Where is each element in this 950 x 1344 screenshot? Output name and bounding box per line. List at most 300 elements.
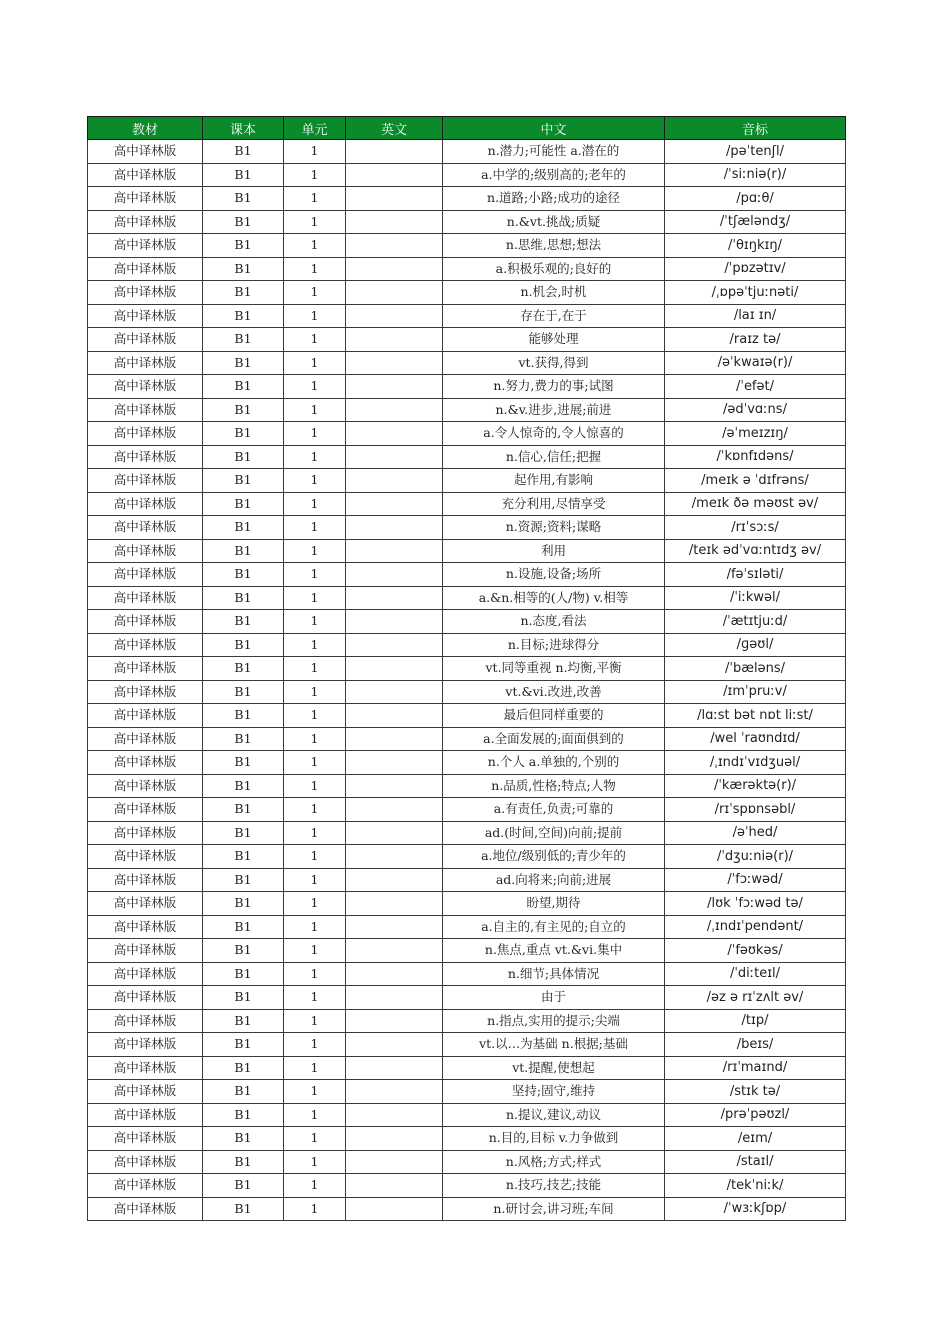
cell-unit: 1 bbox=[284, 281, 346, 305]
cell-phonetic: /ˈwɜːkʃɒp/ bbox=[665, 1197, 846, 1221]
cell-phonetic: /ˈkɒnfɪdəns/ bbox=[665, 445, 846, 469]
cell-phonetic: /tekˈniːk/ bbox=[665, 1174, 846, 1198]
cell-book: B1 bbox=[203, 845, 284, 869]
cell-phonetic: /əˈmeɪzɪŋ/ bbox=[665, 422, 846, 446]
cell-english bbox=[346, 1080, 443, 1104]
cell-textbook: 高中译林版 bbox=[88, 986, 203, 1010]
cell-textbook: 高中译林版 bbox=[88, 1197, 203, 1221]
cell-phonetic: /ˈsiːniə(r)/ bbox=[665, 163, 846, 187]
cell-textbook: 高中译林版 bbox=[88, 821, 203, 845]
cell-english bbox=[346, 1150, 443, 1174]
table-row bbox=[88, 962, 846, 986]
cell-phonetic: /ɡəʊl/ bbox=[665, 633, 846, 657]
cell-english bbox=[346, 1127, 443, 1151]
cell-unit: 1 bbox=[284, 140, 346, 164]
cell-book: B1 bbox=[203, 939, 284, 963]
cell-book: B1 bbox=[203, 1150, 284, 1174]
cell-textbook: 高中译林版 bbox=[88, 680, 203, 704]
cell-english bbox=[346, 1056, 443, 1080]
cell-phonetic: /ˈætɪtjuːd/ bbox=[665, 610, 846, 634]
cell-english bbox=[346, 798, 443, 822]
cell-book: B1 bbox=[203, 586, 284, 610]
cell-phonetic: /fəˈsɪləti/ bbox=[665, 563, 846, 587]
table-row bbox=[88, 939, 846, 963]
cell-unit: 1 bbox=[284, 422, 346, 446]
cell-chinese: n.&v.进步,进展;前进 bbox=[443, 398, 665, 422]
table-row bbox=[88, 821, 846, 845]
cell-book: B1 bbox=[203, 516, 284, 540]
cell-book: B1 bbox=[203, 328, 284, 352]
cell-book: B1 bbox=[203, 210, 284, 234]
cell-phonetic: /ˈbæləns/ bbox=[665, 657, 846, 681]
cell-book: B1 bbox=[203, 751, 284, 775]
table-row bbox=[88, 798, 846, 822]
cell-book: B1 bbox=[203, 422, 284, 446]
cell-book: B1 bbox=[203, 398, 284, 422]
cell-book: B1 bbox=[203, 892, 284, 916]
cell-book: B1 bbox=[203, 234, 284, 258]
cell-unit: 1 bbox=[284, 351, 346, 375]
table-row bbox=[88, 516, 846, 540]
cell-unit: 1 bbox=[284, 304, 346, 328]
cell-book: B1 bbox=[203, 163, 284, 187]
cell-textbook: 高中译林版 bbox=[88, 939, 203, 963]
cell-english bbox=[346, 398, 443, 422]
cell-book: B1 bbox=[203, 281, 284, 305]
cell-chinese: vt.以…为基础 n.根据;基础 bbox=[443, 1033, 665, 1057]
cell-chinese: vt.提醒,使想起 bbox=[443, 1056, 665, 1080]
cell-book: B1 bbox=[203, 445, 284, 469]
cell-phonetic: /wel ˈraʊndɪd/ bbox=[665, 727, 846, 751]
cell-book: B1 bbox=[203, 1103, 284, 1127]
cell-unit: 1 bbox=[284, 1174, 346, 1198]
table-row bbox=[88, 1080, 846, 1104]
cell-textbook: 高中译林版 bbox=[88, 375, 203, 399]
cell-chinese: 坚持;固守,维持 bbox=[443, 1080, 665, 1104]
cell-english bbox=[346, 445, 443, 469]
table-row bbox=[88, 1033, 846, 1057]
cell-chinese: n.个人 a.单独的,个别的 bbox=[443, 751, 665, 775]
table-row bbox=[88, 751, 846, 775]
cell-phonetic: /ˌɪndɪˈpendənt/ bbox=[665, 915, 846, 939]
cell-chinese: 利用 bbox=[443, 539, 665, 563]
cell-english bbox=[346, 1197, 443, 1221]
cell-textbook: 高中译林版 bbox=[88, 774, 203, 798]
header-unit: 单元 bbox=[284, 117, 346, 140]
cell-phonetic: /beɪs/ bbox=[665, 1033, 846, 1057]
table-row bbox=[88, 304, 846, 328]
cell-book: B1 bbox=[203, 1056, 284, 1080]
cell-chinese: n.指点,实用的提示;尖端 bbox=[443, 1009, 665, 1033]
cell-english bbox=[346, 1033, 443, 1057]
cell-unit: 1 bbox=[284, 492, 346, 516]
cell-chinese: 最后但同样重要的 bbox=[443, 704, 665, 728]
cell-textbook: 高中译林版 bbox=[88, 892, 203, 916]
cell-english bbox=[346, 939, 443, 963]
header-row bbox=[88, 117, 846, 140]
cell-phonetic: /əˈhed/ bbox=[665, 821, 846, 845]
cell-english bbox=[346, 140, 443, 164]
cell-textbook: 高中译林版 bbox=[88, 469, 203, 493]
cell-textbook: 高中译林版 bbox=[88, 210, 203, 234]
cell-unit: 1 bbox=[284, 774, 346, 798]
table-row bbox=[88, 704, 846, 728]
table-row bbox=[88, 281, 846, 305]
cell-english bbox=[346, 1103, 443, 1127]
cell-textbook: 高中译林版 bbox=[88, 727, 203, 751]
table-row bbox=[88, 257, 846, 281]
cell-textbook: 高中译林版 bbox=[88, 492, 203, 516]
cell-textbook: 高中译林版 bbox=[88, 915, 203, 939]
cell-book: B1 bbox=[203, 375, 284, 399]
cell-book: B1 bbox=[203, 469, 284, 493]
cell-chinese: 存在于,在于 bbox=[443, 304, 665, 328]
cell-chinese: n.细节;具体情况 bbox=[443, 962, 665, 986]
table-row bbox=[88, 680, 846, 704]
table-row bbox=[88, 469, 846, 493]
cell-book: B1 bbox=[203, 1009, 284, 1033]
cell-textbook: 高中译林版 bbox=[88, 422, 203, 446]
cell-chinese: n.目标;进球得分 bbox=[443, 633, 665, 657]
table-row bbox=[88, 1197, 846, 1221]
cell-phonetic: /ˈiːkwəl/ bbox=[665, 586, 846, 610]
cell-unit: 1 bbox=[284, 704, 346, 728]
cell-phonetic: /tɪp/ bbox=[665, 1009, 846, 1033]
table-row bbox=[88, 234, 846, 258]
cell-unit: 1 bbox=[284, 657, 346, 681]
cell-phonetic: /rɪˈsɔːs/ bbox=[665, 516, 846, 540]
cell-phonetic: /meɪk ðə məʊst əv/ bbox=[665, 492, 846, 516]
cell-phonetic: /əˈkwaɪə(r)/ bbox=[665, 351, 846, 375]
cell-english bbox=[346, 210, 443, 234]
cell-phonetic: /ˈdʒuːniə(r)/ bbox=[665, 845, 846, 869]
cell-unit: 1 bbox=[284, 187, 346, 211]
cell-english bbox=[346, 727, 443, 751]
cell-book: B1 bbox=[203, 657, 284, 681]
cell-phonetic: /rɪˈmaɪnd/ bbox=[665, 1056, 846, 1080]
cell-unit: 1 bbox=[284, 539, 346, 563]
table-row bbox=[88, 915, 846, 939]
table-row bbox=[88, 1127, 846, 1151]
cell-phonetic: /ˈθɪŋkɪŋ/ bbox=[665, 234, 846, 258]
cell-chinese: n.提议,建议,动议 bbox=[443, 1103, 665, 1127]
cell-unit: 1 bbox=[284, 516, 346, 540]
cell-english bbox=[346, 586, 443, 610]
cell-textbook: 高中译林版 bbox=[88, 1080, 203, 1104]
cell-english bbox=[346, 257, 443, 281]
cell-chinese: a.&n.相等的(人/物) v.相等 bbox=[443, 586, 665, 610]
cell-textbook: 高中译林版 bbox=[88, 868, 203, 892]
cell-english bbox=[346, 469, 443, 493]
cell-english bbox=[346, 704, 443, 728]
cell-english bbox=[346, 845, 443, 869]
cell-chinese: n.信心,信任;把握 bbox=[443, 445, 665, 469]
cell-unit: 1 bbox=[284, 469, 346, 493]
cell-book: B1 bbox=[203, 351, 284, 375]
cell-chinese: vt.同等重视 n.均衡,平衡 bbox=[443, 657, 665, 681]
table-row bbox=[88, 445, 846, 469]
cell-textbook: 高中译林版 bbox=[88, 257, 203, 281]
cell-textbook: 高中译林版 bbox=[88, 751, 203, 775]
cell-chinese: n.风格;方式;样式 bbox=[443, 1150, 665, 1174]
cell-textbook: 高中译林版 bbox=[88, 351, 203, 375]
cell-chinese: n.品质,性格;特点;人物 bbox=[443, 774, 665, 798]
table-row bbox=[88, 539, 846, 563]
cell-chinese: a.令人惊奇的,令人惊喜的 bbox=[443, 422, 665, 446]
cell-phonetic: /stɪk tə/ bbox=[665, 1080, 846, 1104]
cell-english bbox=[346, 821, 443, 845]
cell-book: B1 bbox=[203, 868, 284, 892]
cell-book: B1 bbox=[203, 1033, 284, 1057]
cell-unit: 1 bbox=[284, 210, 346, 234]
cell-textbook: 高中译林版 bbox=[88, 1174, 203, 1198]
cell-book: B1 bbox=[203, 1197, 284, 1221]
cell-book: B1 bbox=[203, 1174, 284, 1198]
cell-textbook: 高中译林版 bbox=[88, 1103, 203, 1127]
cell-unit: 1 bbox=[284, 1080, 346, 1104]
cell-unit: 1 bbox=[284, 610, 346, 634]
cell-book: B1 bbox=[203, 610, 284, 634]
cell-book: B1 bbox=[203, 798, 284, 822]
table-row bbox=[88, 210, 846, 234]
cell-textbook: 高中译林版 bbox=[88, 281, 203, 305]
cell-chinese: n.技巧,技艺;技能 bbox=[443, 1174, 665, 1198]
cell-book: B1 bbox=[203, 563, 284, 587]
cell-unit: 1 bbox=[284, 586, 346, 610]
cell-book: B1 bbox=[203, 140, 284, 164]
cell-english bbox=[346, 351, 443, 375]
cell-textbook: 高中译林版 bbox=[88, 163, 203, 187]
cell-chinese: 能够处理 bbox=[443, 328, 665, 352]
cell-english bbox=[346, 1009, 443, 1033]
cell-phonetic: /ˌɪndɪˈvɪdʒuəl/ bbox=[665, 751, 846, 775]
cell-unit: 1 bbox=[284, 727, 346, 751]
cell-phonetic: /ˈfəʊkəs/ bbox=[665, 939, 846, 963]
table-row bbox=[88, 398, 846, 422]
cell-unit: 1 bbox=[284, 986, 346, 1010]
cell-book: B1 bbox=[203, 821, 284, 845]
cell-phonetic: /ˈfɔːwəd/ bbox=[665, 868, 846, 892]
table-row bbox=[88, 657, 846, 681]
table-row bbox=[88, 868, 846, 892]
cell-book: B1 bbox=[203, 962, 284, 986]
table-row bbox=[88, 774, 846, 798]
cell-textbook: 高中译林版 bbox=[88, 657, 203, 681]
cell-unit: 1 bbox=[284, 1056, 346, 1080]
cell-chinese: a.积极乐观的;良好的 bbox=[443, 257, 665, 281]
cell-textbook: 高中译林版 bbox=[88, 445, 203, 469]
cell-english bbox=[346, 563, 443, 587]
cell-unit: 1 bbox=[284, 445, 346, 469]
table-row bbox=[88, 187, 846, 211]
cell-phonetic: /pəˈtenʃl/ bbox=[665, 140, 846, 164]
table-row bbox=[88, 375, 846, 399]
cell-phonetic: /raɪz tə/ bbox=[665, 328, 846, 352]
cell-chinese: ad.向将来;向前;进展 bbox=[443, 868, 665, 892]
cell-unit: 1 bbox=[284, 328, 346, 352]
cell-english bbox=[346, 304, 443, 328]
cell-chinese: n.研讨会,讲习班;车间 bbox=[443, 1197, 665, 1221]
table-row bbox=[88, 1009, 846, 1033]
cell-chinese: vt.&vi.改进,改善 bbox=[443, 680, 665, 704]
cell-unit: 1 bbox=[284, 257, 346, 281]
header-chinese: 中文 bbox=[443, 117, 665, 140]
cell-phonetic: /əz ə rɪˈzʌlt əv/ bbox=[665, 986, 846, 1010]
cell-chinese: n.机会,时机 bbox=[443, 281, 665, 305]
cell-phonetic: /ˈtʃæləndʒ/ bbox=[665, 210, 846, 234]
cell-chinese: ad.(时间,空间)向前;提前 bbox=[443, 821, 665, 845]
cell-phonetic: /laɪ ɪn/ bbox=[665, 304, 846, 328]
cell-book: B1 bbox=[203, 774, 284, 798]
cell-book: B1 bbox=[203, 1080, 284, 1104]
cell-unit: 1 bbox=[284, 375, 346, 399]
cell-chinese: a.中学的;级别高的;老年的 bbox=[443, 163, 665, 187]
header-phonetic: 音标 bbox=[665, 117, 846, 140]
cell-textbook: 高中译林版 bbox=[88, 1033, 203, 1057]
cell-chinese: n.态度,看法 bbox=[443, 610, 665, 634]
cell-english bbox=[346, 610, 443, 634]
cell-book: B1 bbox=[203, 680, 284, 704]
cell-textbook: 高中译林版 bbox=[88, 798, 203, 822]
cell-phonetic: /lɑːst bət nɒt liːst/ bbox=[665, 704, 846, 728]
cell-book: B1 bbox=[203, 986, 284, 1010]
table-row bbox=[88, 140, 846, 164]
cell-chinese: n.思维,思想;想法 bbox=[443, 234, 665, 258]
cell-phonetic: /ɪmˈpruːv/ bbox=[665, 680, 846, 704]
cell-unit: 1 bbox=[284, 798, 346, 822]
cell-english bbox=[346, 915, 443, 939]
table-row bbox=[88, 586, 846, 610]
table-row bbox=[88, 328, 846, 352]
table-row bbox=[88, 892, 846, 916]
cell-textbook: 高中译林版 bbox=[88, 586, 203, 610]
cell-unit: 1 bbox=[284, 633, 346, 657]
cell-phonetic: /ˌɒpəˈtjuːnəti/ bbox=[665, 281, 846, 305]
cell-english bbox=[346, 328, 443, 352]
cell-english bbox=[346, 492, 443, 516]
cell-unit: 1 bbox=[284, 563, 346, 587]
cell-english bbox=[346, 986, 443, 1010]
cell-textbook: 高中译林版 bbox=[88, 539, 203, 563]
cell-unit: 1 bbox=[284, 234, 346, 258]
table-row bbox=[88, 163, 846, 187]
table-row bbox=[88, 1056, 846, 1080]
cell-chinese: n.&vt.挑战;质疑 bbox=[443, 210, 665, 234]
table-body bbox=[88, 140, 846, 1221]
cell-phonetic: /lʊk ˈfɔːwəd tə/ bbox=[665, 892, 846, 916]
cell-chinese: n.焦点,重点 vt.&vi.集中 bbox=[443, 939, 665, 963]
cell-english bbox=[346, 680, 443, 704]
cell-unit: 1 bbox=[284, 1033, 346, 1057]
cell-chinese: a.地位/级别低的;青少年的 bbox=[443, 845, 665, 869]
cell-textbook: 高中译林版 bbox=[88, 563, 203, 587]
cell-unit: 1 bbox=[284, 1127, 346, 1151]
cell-chinese: n.资源;资料;谋略 bbox=[443, 516, 665, 540]
cell-unit: 1 bbox=[284, 1103, 346, 1127]
cell-unit: 1 bbox=[284, 1009, 346, 1033]
cell-english bbox=[346, 187, 443, 211]
cell-textbook: 高中译林版 bbox=[88, 516, 203, 540]
header-book: 课本 bbox=[203, 117, 284, 140]
cell-unit: 1 bbox=[284, 1150, 346, 1174]
table-row bbox=[88, 1150, 846, 1174]
cell-english bbox=[346, 633, 443, 657]
cell-english bbox=[346, 962, 443, 986]
cell-phonetic: /ˈdiːteɪl/ bbox=[665, 962, 846, 986]
cell-english bbox=[346, 657, 443, 681]
cell-phonetic: /ədˈvɑːns/ bbox=[665, 398, 846, 422]
table-row bbox=[88, 422, 846, 446]
cell-book: B1 bbox=[203, 492, 284, 516]
cell-unit: 1 bbox=[284, 915, 346, 939]
cell-chinese: n.努力,费力的事;试图 bbox=[443, 375, 665, 399]
cell-chinese: vt.获得,得到 bbox=[443, 351, 665, 375]
cell-book: B1 bbox=[203, 539, 284, 563]
cell-phonetic: /teɪk ədˈvɑːntɪdʒ əv/ bbox=[665, 539, 846, 563]
cell-unit: 1 bbox=[284, 939, 346, 963]
cell-unit: 1 bbox=[284, 680, 346, 704]
cell-chinese: n.设施,设备;场所 bbox=[443, 563, 665, 587]
cell-textbook: 高中译林版 bbox=[88, 704, 203, 728]
cell-book: B1 bbox=[203, 187, 284, 211]
cell-chinese: a.自主的,有主见的;自立的 bbox=[443, 915, 665, 939]
header-textbook: 教材 bbox=[88, 117, 203, 140]
cell-chinese: 充分利用,尽情享受 bbox=[443, 492, 665, 516]
cell-unit: 1 bbox=[284, 868, 346, 892]
cell-phonetic: /staɪl/ bbox=[665, 1150, 846, 1174]
table-row bbox=[88, 492, 846, 516]
cell-english bbox=[346, 751, 443, 775]
cell-textbook: 高中译林版 bbox=[88, 1150, 203, 1174]
cell-english bbox=[346, 163, 443, 187]
cell-textbook: 高中译林版 bbox=[88, 610, 203, 634]
cell-textbook: 高中译林版 bbox=[88, 1009, 203, 1033]
cell-textbook: 高中译林版 bbox=[88, 398, 203, 422]
cell-unit: 1 bbox=[284, 1197, 346, 1221]
cell-book: B1 bbox=[203, 1127, 284, 1151]
cell-chinese: n.潜力;可能性 a.潜在的 bbox=[443, 140, 665, 164]
cell-unit: 1 bbox=[284, 962, 346, 986]
cell-textbook: 高中译林版 bbox=[88, 1127, 203, 1151]
cell-unit: 1 bbox=[284, 751, 346, 775]
cell-english bbox=[346, 422, 443, 446]
cell-chinese: 由于 bbox=[443, 986, 665, 1010]
cell-textbook: 高中译林版 bbox=[88, 187, 203, 211]
table-row bbox=[88, 633, 846, 657]
cell-textbook: 高中译林版 bbox=[88, 845, 203, 869]
cell-unit: 1 bbox=[284, 845, 346, 869]
cell-book: B1 bbox=[203, 633, 284, 657]
cell-english bbox=[346, 1174, 443, 1198]
table-row bbox=[88, 1103, 846, 1127]
cell-phonetic: /ˈefət/ bbox=[665, 375, 846, 399]
cell-chinese: a.有责任,负责;可靠的 bbox=[443, 798, 665, 822]
cell-book: B1 bbox=[203, 727, 284, 751]
header-english: 英文 bbox=[346, 117, 443, 140]
cell-english bbox=[346, 539, 443, 563]
cell-book: B1 bbox=[203, 915, 284, 939]
cell-book: B1 bbox=[203, 704, 284, 728]
cell-book: B1 bbox=[203, 257, 284, 281]
cell-phonetic: /meɪk ə ˈdɪfrəns/ bbox=[665, 469, 846, 493]
cell-chinese: n.目的,目标 v.力争做到 bbox=[443, 1127, 665, 1151]
cell-english bbox=[346, 375, 443, 399]
table-row bbox=[88, 351, 846, 375]
cell-english bbox=[346, 774, 443, 798]
table-row bbox=[88, 1174, 846, 1198]
cell-chinese: n.道路;小路;成功的途径 bbox=[443, 187, 665, 211]
table-row bbox=[88, 610, 846, 634]
